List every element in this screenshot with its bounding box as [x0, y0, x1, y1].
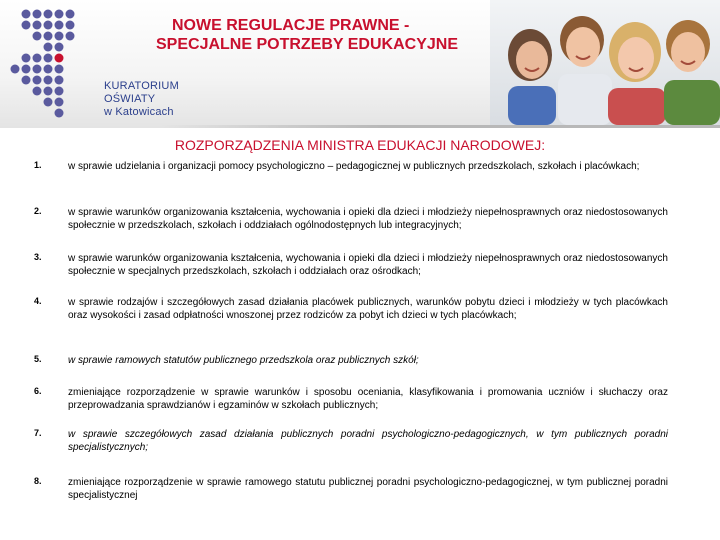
page-title-line-1: NOWE REGULACJE PRAWNE - [172, 17, 410, 34]
header-divider [160, 125, 720, 128]
logo-dot [44, 98, 53, 107]
logo-dot [33, 76, 42, 85]
logo-dot [44, 43, 53, 52]
list-item-text: w sprawie szczegółowych zasad działania publicznych poradni psychologiczno-pedagogicznych, w tym publicznych poradni specjalistycznych; [68, 429, 668, 453]
logo-dot [55, 10, 64, 19]
list-item-text: w sprawie warunków organizowania kształcenia, wychowania i opieki dla dzieci i młodzieży niepełnosprawnych oraz niedostosowanych społecznie w specjalnych przedszkolach, szkołach i oddziałach oraz ośrodkach; [68, 253, 668, 277]
list-item-number: 8. [34, 476, 42, 486]
logo-dot [22, 21, 31, 30]
logo-dot [55, 21, 64, 30]
logo-dot [44, 21, 53, 30]
list-item-text: zmieniające rozporządzenie w sprawie warunków i sposobu oceniania, klasyfikowania i promowania uczniów i słuchaczy oraz przeprowadzania sprawdzianów i egzaminów w szkołach publicznych; [68, 387, 668, 411]
logo-line-1: KURATORIUM [104, 80, 179, 92]
logo-dot [33, 32, 42, 41]
list-item-text: w sprawie udzielania i organizacji pomocy psychologiczno – pedagogicznej w publicznych przedszkolach, szkołach i placówkach; [68, 161, 640, 172]
list-item-text: w sprawie warunków organizowania kształcenia, wychowania i opieki dla dzieci i młodzieży niepełnosprawnych oraz niedostosowanych społecznie w przedszkolach, szkołach i oddziałach ogólnodostępnych lub integracyjnych; [68, 207, 668, 231]
kuratorium-logo-text [104, 80, 179, 119]
logo-dot [44, 54, 53, 63]
logo-dot [44, 76, 53, 85]
logo-dot [22, 10, 31, 19]
logo-dot [44, 32, 53, 41]
logo-dot [55, 76, 64, 85]
logo-line-2: OŚWIATY [104, 93, 156, 105]
logo-dot [44, 10, 53, 19]
logo-line-3: w Katowicach [104, 106, 174, 118]
logo-dot [44, 87, 53, 96]
logo-dot [55, 65, 64, 74]
list-item-number: 2. [34, 206, 42, 216]
logo-dot [55, 109, 64, 118]
logo-dot [55, 98, 64, 107]
logo-dot [55, 43, 64, 52]
children-photo-image [490, 0, 720, 125]
section-subtitle: ROZPORZĄDZENIA MINISTRA EDUKACJI NARODOWEJ: [174, 137, 546, 153]
list-item-number: 1. [34, 160, 42, 170]
logo-dot [22, 76, 31, 85]
list-item-number: 4. [34, 296, 42, 306]
logo-dot [55, 32, 64, 41]
list-item-number: 5. [34, 354, 42, 364]
header-banner [0, 0, 720, 128]
list-item-text: w sprawie rodzajów i szczegółowych zasad działania placówek publicznych, warunków pobytu dzieci i młodzieży w tych placówkach oraz wysokości i zasad odpłatności wnoszonej przez rodziców za pobyt ich dzieci w tych placówkach; [68, 297, 668, 321]
logo-dot [22, 54, 31, 63]
page-title [150, 16, 510, 54]
logo-dot [11, 65, 20, 74]
logo-dot [44, 65, 53, 74]
list-item-number: 6. [34, 386, 42, 396]
logo-dot [33, 54, 42, 63]
logo-dot [33, 10, 42, 19]
list-item-number: 3. [34, 252, 42, 262]
logo-dot [55, 54, 64, 63]
logo-dot [66, 21, 75, 30]
list-item-number: 7. [34, 428, 42, 438]
logo-dot [22, 65, 31, 74]
logo-dot [66, 32, 75, 41]
logo-dot [33, 21, 42, 30]
kuratorium-logo-icon [0, 0, 100, 125]
logo-dot [33, 65, 42, 74]
list-item-text: zmieniające rozporządzenie w sprawie ramowego statutu publicznej poradni psychologiczno-pedagogicznej, w tym publicznej poradni specjalistycznej [68, 477, 668, 501]
list-item-text: w sprawie ramowych statutów publicznego przedszkola oraz publicznych szkół; [68, 355, 419, 366]
logo-dot [33, 87, 42, 96]
logo-dot [66, 10, 75, 19]
logo-dot [55, 87, 64, 96]
page-title-line-2: SPECJALNE POTRZEBY EDUKACYJNE [156, 36, 458, 53]
